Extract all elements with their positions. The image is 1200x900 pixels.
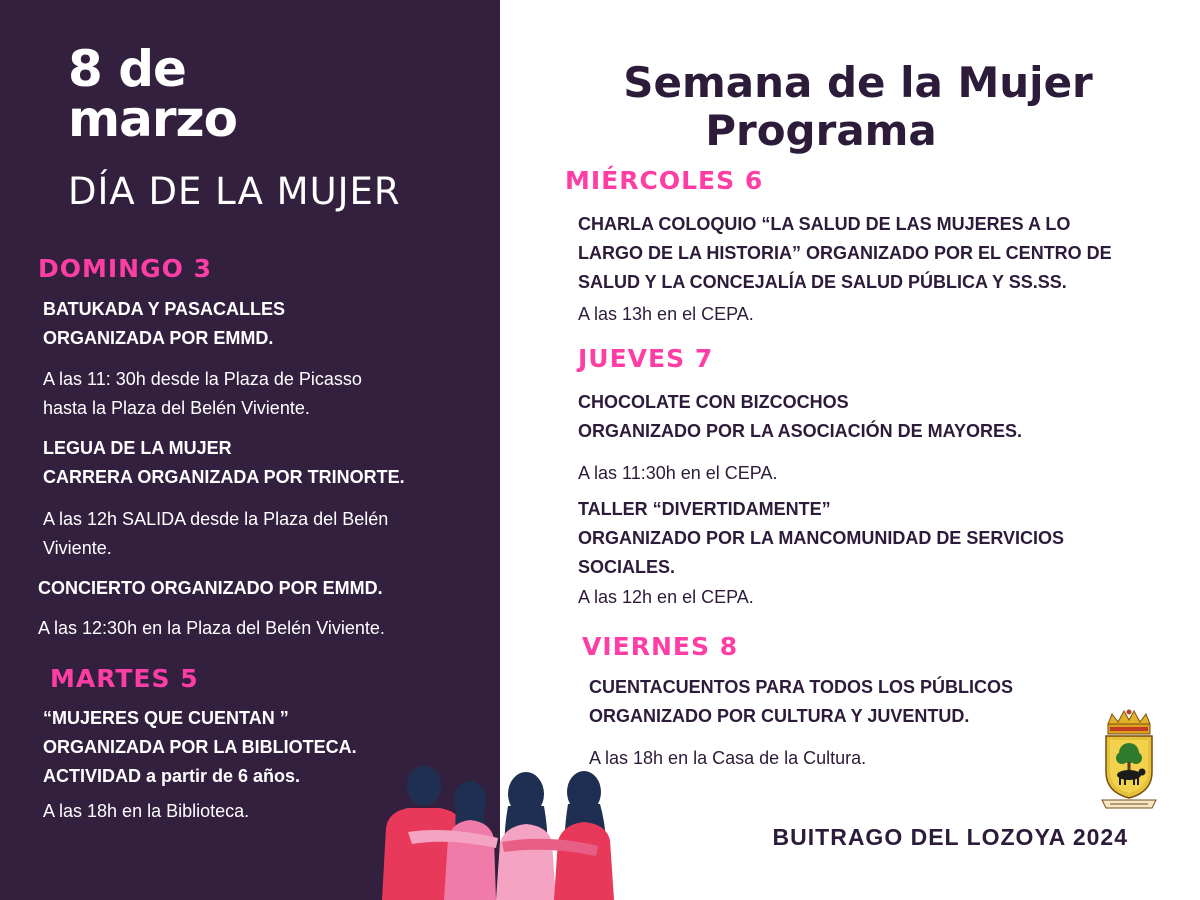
event-title-line: ORGANIZADO POR LA MANCOMUNIDAD DE SERVICIOS — [578, 528, 1065, 548]
event-title — [589, 673, 1013, 731]
date-heading — [68, 40, 237, 148]
event-title-line: LARGO DE LA HISTORIA” ORGANIZADO POR EL CENTRO DE — [578, 243, 1112, 263]
event-title — [578, 495, 1064, 582]
event-info-line: A las 12h SALIDA desde la Plaza del Belén — [43, 509, 389, 529]
event-info: A las 18h en la Biblioteca. — [43, 801, 250, 821]
event-title-line: LEGUA DE LA MUJER — [43, 438, 232, 458]
event-info: A las 13h en el CEPA. — [578, 304, 754, 324]
event-info: A las 11:30h en el CEPA. — [578, 463, 778, 483]
event-title-line: ACTIVIDAD a partir de 6 años. — [43, 766, 301, 786]
program-title: Programa — [705, 106, 937, 155]
event-title — [43, 704, 357, 791]
event-title — [578, 210, 1112, 297]
page-subtitle: DÍA DE LA MUJER — [68, 170, 401, 213]
event-info-line: Viviente. — [43, 538, 112, 558]
event-title-line: ORGANIZADO POR LA ASOCIACIÓN DE MAYORES. — [578, 421, 1023, 441]
event-title-line: CUENTACUENTOS PARA TODOS LOS PÚBLICOS — [589, 677, 1014, 697]
event-title — [43, 295, 285, 353]
event-title-line: CHOCOLATE CON BIZCOCHOS — [578, 392, 849, 412]
day-heading-domingo: DOMINGO 3 — [38, 254, 212, 283]
footer-town: BUITRAGO DEL LOZOYA 2024 — [772, 824, 1128, 850]
event-title-line: ORGANIZADA POR LA BIBLIOTECA. — [43, 737, 357, 757]
event-title-line: SALUD Y LA CONCEJALÍA DE SALUD PÚBLICA Y SS.SS. — [578, 272, 1067, 292]
event-title-line: TALLER “DIVERTIDAMENTE” — [578, 499, 831, 519]
date-line-2: marzo — [68, 90, 237, 148]
women-embracing-illustration — [378, 760, 623, 900]
week-title: Semana de la Mujer — [623, 58, 1093, 107]
event-title-line: SOCIALES. — [578, 557, 676, 577]
event-title-line: CHARLA COLOQUIO “LA SALUD DE LAS MUJERES A LO — [578, 214, 1071, 234]
day-heading-viernes: VIERNES 8 — [582, 632, 739, 661]
event-title: CONCIERTO ORGANIZADO POR EMMD. — [38, 578, 383, 598]
event-title-line: CARRERA ORGANIZADA POR TRINORTE. — [43, 467, 405, 487]
event-info — [43, 505, 388, 563]
event-info-line: hasta la Plaza del Belén Viviente. — [43, 398, 310, 418]
date-line-1: 8 de — [68, 40, 186, 98]
day-heading-miercoles: MIÉRCOLES 6 — [565, 166, 764, 195]
day-heading-jueves: JUEVES 7 — [578, 344, 714, 373]
event-title-line: ORGANIZADO POR CULTURA Y JUVENTUD. — [589, 706, 970, 726]
event-title-line: BATUKADA Y PASACALLES — [43, 299, 286, 319]
event-title-line: “MUJERES QUE CUENTAN ” — [43, 708, 289, 728]
event-info — [43, 365, 362, 423]
event-info: A las 12h en el CEPA. — [578, 587, 754, 607]
event-title — [578, 388, 1022, 446]
event-info: A las 18h en la Casa de la Cultura. — [589, 748, 867, 768]
event-info: A las 12:30h en la Plaza del Belén Viviente. — [38, 618, 385, 638]
day-heading-martes: MARTES 5 — [50, 664, 199, 693]
event-info-line: A las 11: 30h desde la Plaza de Picasso — [43, 369, 362, 389]
event-title — [43, 434, 405, 492]
event-title-line: ORGANIZADA POR EMMD. — [43, 328, 274, 348]
coat-of-arms-icon — [1100, 708, 1158, 812]
